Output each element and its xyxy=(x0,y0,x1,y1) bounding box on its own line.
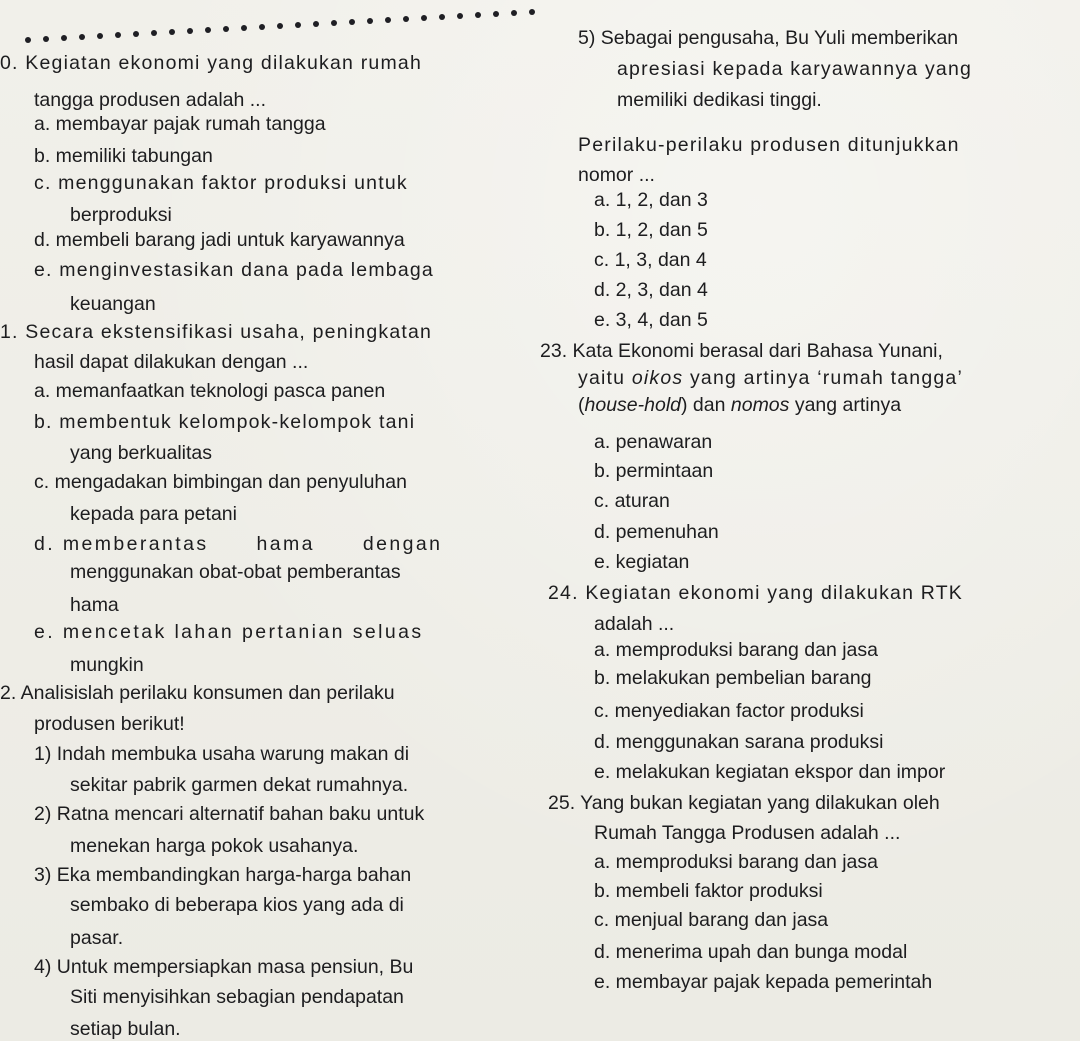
option-e[interactable]: e. menginvestasikan dana pada lembaga xyxy=(34,259,434,281)
option-a[interactable]: a. 1, 2, dan 3 xyxy=(594,189,708,211)
statement-3: 3) Eka membandingkan harga-harga bahan xyxy=(34,864,412,886)
question-22-stem-line: 2. Analisislah perilaku konsumen dan perilaku xyxy=(0,682,395,704)
stem-text: ) dan xyxy=(681,394,731,416)
option-b[interactable]: b. memiliki tabungan xyxy=(34,145,213,167)
term-oikos: oikos xyxy=(631,367,684,389)
term-house-hold: house-hold xyxy=(584,394,681,416)
option-b-continuation: yang berkualitas xyxy=(70,442,213,464)
option-b[interactable]: b. melakukan pembelian barang xyxy=(594,667,872,689)
option-e[interactable]: e. melakukan kegiatan ekspor dan impor xyxy=(594,761,946,783)
option-d[interactable] xyxy=(34,532,442,556)
question-20-stem-line: tangga produsen adalah ... xyxy=(34,89,267,111)
option-c[interactable]: c. aturan xyxy=(594,490,670,512)
option-e[interactable]: e. 3, 4, dan 5 xyxy=(594,309,708,331)
question-21-stem-line: hasil dapat dilakukan dengan ... xyxy=(34,351,309,373)
option-d-word: d. memberantas xyxy=(34,533,209,555)
statement-5-continuation: memiliki dedikasi tinggi. xyxy=(617,89,822,111)
statement-1: 1) Indah membuka usaha warung makan di xyxy=(34,743,410,765)
option-e[interactable]: e. kegiatan xyxy=(594,551,690,573)
option-d[interactable]: d. menggunakan sarana produksi xyxy=(594,731,884,753)
option-d-continuation: menggunakan obat-obat pemberantas xyxy=(70,561,401,583)
option-b[interactable]: b. membentuk kelompok-kelompok tani xyxy=(34,411,416,433)
stem-text: yaitu xyxy=(578,367,632,389)
question-21-stem-line: 1. Secara ekstensifikasi usaha, peningkatan xyxy=(0,321,433,343)
option-d-word: hama xyxy=(256,533,315,555)
question-25-stem-line: 25. Yang bukan kegiatan yang dilakukan oleh xyxy=(548,792,940,814)
statement-5-continuation: apresiasi kepada karyawannya yang xyxy=(617,58,973,80)
question-22-prompt: nomor ... xyxy=(578,164,655,186)
statement-4-continuation: setiap bulan. xyxy=(70,1018,181,1040)
question-24-stem-line: 24. Kegiatan ekonomi yang dilakukan RTK xyxy=(548,582,964,604)
statement-4-continuation: Siti menyisihkan sebagian pendapatan xyxy=(70,986,404,1008)
question-25-stem-line: Rumah Tangga Produsen adalah ... xyxy=(594,822,901,844)
question-23-stem-line xyxy=(578,366,963,390)
question-20-stem-line: 0. Kegiatan ekonomi yang dilakukan rumah xyxy=(0,52,422,74)
stem-text: yang artinya xyxy=(789,394,902,416)
statement-4: 4) Untuk mempersiapkan masa pensiun, Bu xyxy=(34,956,414,978)
statement-2: 2) Ratna mencari alternatif bahan baku untuk xyxy=(34,803,425,825)
option-a[interactable]: a. memanfaatkan teknologi pasca panen xyxy=(34,380,386,402)
option-a[interactable]: a. penawaran xyxy=(594,431,713,453)
question-24-stem-line: adalah ... xyxy=(594,613,675,635)
option-e-continuation: keuangan xyxy=(70,293,156,315)
option-a[interactable]: a. membayar pajak rumah tangga xyxy=(34,113,326,135)
question-23-stem-line xyxy=(578,393,901,417)
stem-text: yang artinya ‘rumah tangga’ xyxy=(683,367,964,389)
question-22-stem-line: produsen berikut! xyxy=(34,713,185,735)
option-d[interactable]: d. menerima upah dan bunga modal xyxy=(594,941,908,963)
option-d[interactable]: d. membeli barang jadi untuk karyawannya xyxy=(34,229,405,251)
stem-text: ( xyxy=(578,394,585,416)
option-a[interactable]: a. memproduksi barang dan jasa xyxy=(594,851,878,873)
option-d-word: dengan xyxy=(362,533,443,555)
option-d[interactable]: d. 2, 3, dan 4 xyxy=(594,279,708,301)
statement-1-continuation: sekitar pabrik garmen dekat rumahnya. xyxy=(70,774,409,796)
option-c[interactable]: c. menjual barang dan jasa xyxy=(594,909,829,931)
option-e[interactable]: e. mencetak lahan pertanian seluas xyxy=(34,621,424,643)
question-22-prompt: Perilaku-perilaku produsen ditunjukkan xyxy=(578,134,960,156)
option-b[interactable]: b. permintaan xyxy=(594,460,714,482)
option-e-continuation: mungkin xyxy=(70,654,144,676)
statement-3-continuation: pasar. xyxy=(70,927,124,949)
statement-5: 5) Sebagai pengusaha, Bu Yuli memberikan xyxy=(578,27,959,49)
option-c-continuation: kepada para petani xyxy=(70,503,237,525)
option-b[interactable]: b. membeli faktor produksi xyxy=(594,880,823,902)
option-a[interactable]: a. memproduksi barang dan jasa xyxy=(594,639,878,661)
option-c[interactable]: c. mengadakan bimbingan dan penyuluhan xyxy=(34,471,407,493)
statement-3-continuation: sembako di beberapa kios yang ada di xyxy=(70,894,404,916)
dotted-line-decoration xyxy=(20,6,540,46)
option-b[interactable]: b. 1, 2, dan 5 xyxy=(594,219,708,241)
option-c-continuation: berproduksi xyxy=(70,204,172,226)
question-23-stem-line: 23. Kata Ekonomi berasal dari Bahasa Yunani, xyxy=(540,340,943,362)
statement-2-continuation: menekan harga pokok usahanya. xyxy=(70,835,359,857)
option-c[interactable]: c. 1, 3, dan 4 xyxy=(594,249,707,271)
option-e[interactable]: e. membayar pajak kepada pemerintah xyxy=(594,971,933,993)
term-nomos: nomos xyxy=(730,394,790,416)
option-d-continuation: hama xyxy=(70,594,119,616)
option-d[interactable]: d. pemenuhan xyxy=(594,521,719,543)
option-c[interactable]: c. menyediakan factor produksi xyxy=(594,700,864,722)
option-c[interactable]: c. menggunakan faktor produksi untuk xyxy=(34,172,408,194)
